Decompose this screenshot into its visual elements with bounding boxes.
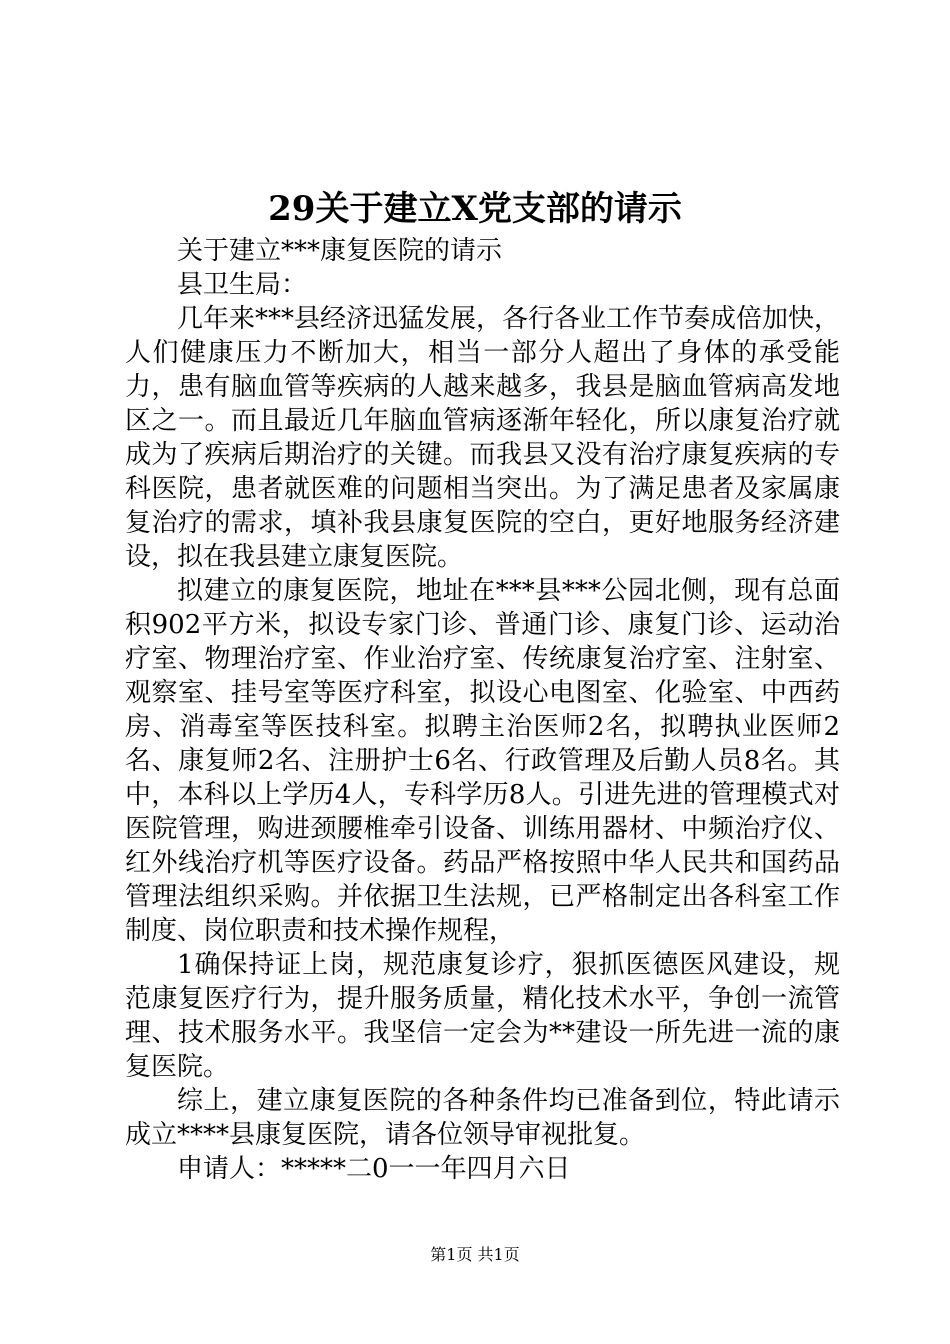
paragraph-commitment: 1确保持证上岗，规范康复诊疗，狠抓医德医风建设，规范康复医疗行为，提升服务质量，精化技术水平，争创一流管理、技术服务水平。我坚信一定会为**建设一所先进一流的康复医院。 [125,950,840,1082]
paragraph-addressee: 县卫生局： [177,270,308,300]
document-title: 29关于建立X党支部的请示 [268,189,682,229]
paragraph-background: 几年来***县经济迅猛发展，各行各业工作节奏成倍加快，人们健康压力不断加大，相当一部分人超出了身体的承受能力，患有脑血管等疾病的人越来越多，我县是脑血管病高发地区之一。而且最近几年脑血管病逐渐年轻化，所以康复治疗就成为了疾病后期治疗的关键。而我县又没有治疗康复疾病的专科医院，患者就医难的问题相当突出。为了满足患者及家属康复治疗的需求，填补我县康复医院的空白，更好地服务经济建设，拟在我县建立康复医院。 [125,304,841,572]
document-body [125,234,840,1186]
paragraph-plan: 拟建立的康复医院，地址在***县***公园北侧，现有总面积902平方米，拟设专家门诊、普通门诊、康复门诊、运动治疗室、物理治疗室、作业治疗室、传统康复治疗室、注射室、观察室、挂号室等医疗科室，拟设心电图室、化验室、中西药房、消毒室等医技科室。拟聘主治医师2名，拟聘执业医师2名、康复师2名、注册护士6名、行政管理及后勤人员8名。其中，本科以上学历4人，专科学历8人。引进先进的管理模式对医院管理，购进颈腰椎牵引设备、训练用器材、中频治疗仪、红外线治疗机等医疗设备。药品严格按照中华人民共和国药品管理法组织采购。并依据卫生法规，已严格制定出各科室工作制度、岗位职责和技术操作规程， [125,576,840,946]
page-number: 第1页 共1页 [430,1245,520,1264]
paragraph-signature: 申请人：*****二0一一年四月六日 [177,1154,571,1184]
paragraph-conclusion: 综上，建立康复医院的各种条件均已准备到位，特此请示成立****县康复医院，请各位领导审视批复。 [125,1086,840,1150]
paragraph-subject: 关于建立***康复医院的请示 [177,236,503,266]
